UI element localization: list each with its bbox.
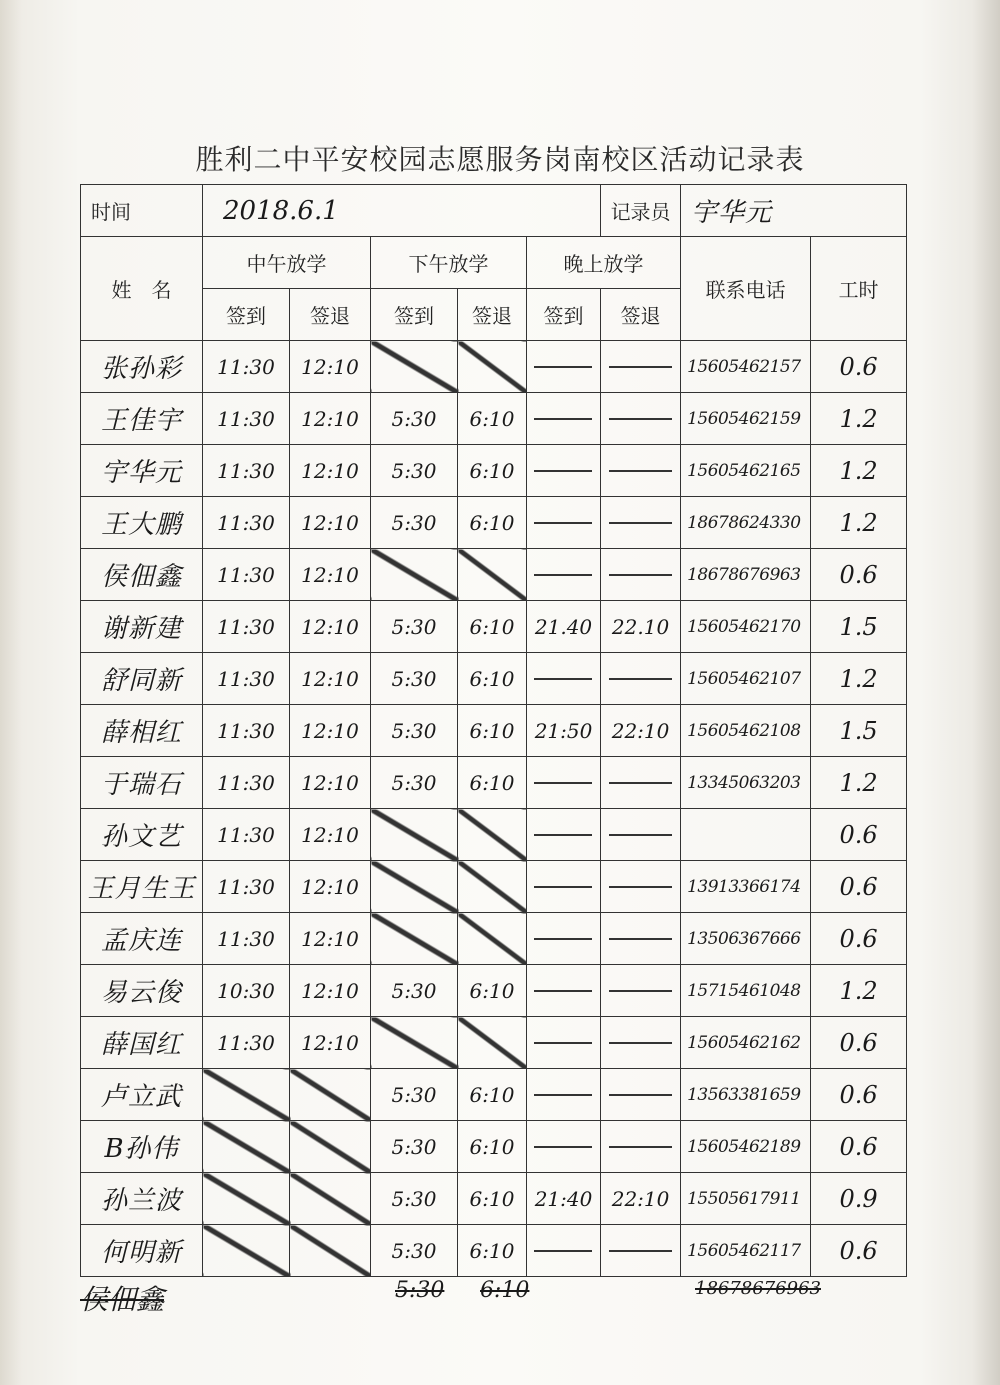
noon-sign-out: 12:10 <box>290 653 371 705</box>
paper-edge-shadow-right <box>972 0 1000 1385</box>
noon-sign-out: 12:10 <box>290 757 371 809</box>
afternoon-sign-in <box>371 809 458 861</box>
noon-sign-in-header: 签到 <box>203 289 290 341</box>
name-cell: 宇华元 <box>81 445 203 497</box>
hours-cell: 0.9 <box>811 1173 907 1225</box>
evening-sign-in <box>527 653 601 705</box>
afternoon-sign-out <box>458 913 527 965</box>
name-cell: B孙伟 <box>81 1121 203 1173</box>
noon-sign-out: 12:10 <box>290 1017 371 1069</box>
noon-sign-out <box>290 1121 371 1173</box>
hours-cell: 0.6 <box>811 1121 907 1173</box>
hours-cell: 0.6 <box>811 809 907 861</box>
name-cell: 王大鹏 <box>81 497 203 549</box>
hours-cell: 1.2 <box>811 445 907 497</box>
hours-cell: 0.6 <box>811 1069 907 1121</box>
noon-sign-out: 12:10 <box>290 809 371 861</box>
table-row <box>81 341 907 393</box>
evening-sign-in <box>527 757 601 809</box>
noon-sign-in: 11:30 <box>203 497 290 549</box>
name-cell: 孟庆连 <box>81 913 203 965</box>
phone-cell: 13506367666 <box>681 913 811 965</box>
afternoon-sign-in: 5:30 <box>371 757 458 809</box>
struck-name: 侯佃鑫 <box>80 1283 165 1316</box>
table-row <box>81 445 907 497</box>
evening-header: 晚上放学 <box>527 237 681 289</box>
paper-edge-shadow-left <box>0 0 22 1385</box>
evening-sign-in <box>527 1069 601 1121</box>
table-row <box>81 549 907 601</box>
phone-cell: 15505617911 <box>681 1173 811 1225</box>
recorder-label: 记录员 <box>601 185 681 237</box>
evening-sign-in <box>527 497 601 549</box>
noon-sign-in <box>203 1173 290 1225</box>
noon-header: 中午放学 <box>203 237 371 289</box>
phone-cell: 15715461048 <box>681 965 811 1017</box>
name-cell: 薛相红 <box>81 705 203 757</box>
noon-sign-in: 11:30 <box>203 913 290 965</box>
evening-sign-out <box>601 341 681 393</box>
afternoon-sign-out <box>458 1017 527 1069</box>
phone-cell: 15605462108 <box>681 705 811 757</box>
evening-sign-in <box>527 549 601 601</box>
evening-sign-out <box>601 861 681 913</box>
phone-cell: 15605462162 <box>681 1017 811 1069</box>
afternoon-sign-in: 5:30 <box>371 393 458 445</box>
noon-sign-in: 11:30 <box>203 809 290 861</box>
name-cell: 卢立武 <box>81 1069 203 1121</box>
afternoon-sign-in: 5:30 <box>371 601 458 653</box>
evening-sign-in <box>527 965 601 1017</box>
evening-sign-in <box>527 809 601 861</box>
afternoon-sign-in <box>371 861 458 913</box>
evening-sign-out <box>601 1121 681 1173</box>
evening-sign-out <box>601 809 681 861</box>
noon-sign-out: 12:10 <box>290 393 371 445</box>
table-row <box>81 705 907 757</box>
afternoon-sign-in: 5:30 <box>371 653 458 705</box>
header-time-row <box>81 185 907 237</box>
evening-sign-in <box>527 1121 601 1173</box>
afternoon-sign-in <box>371 549 458 601</box>
noon-sign-out: 12:10 <box>290 601 371 653</box>
evening-sign-in: 21.40 <box>527 601 601 653</box>
noon-sign-in: 11:30 <box>203 549 290 601</box>
activity-record-table <box>80 184 907 1277</box>
phone-cell: 18678676963 <box>681 549 811 601</box>
name-cell: 舒同新 <box>81 653 203 705</box>
afternoon-sign-in: 5:30 <box>371 1173 458 1225</box>
evening-sign-out <box>601 653 681 705</box>
afternoon-sign-out: 6:10 <box>458 965 527 1017</box>
evening-sign-out <box>601 549 681 601</box>
hours-cell: 0.6 <box>811 1225 907 1277</box>
name-cell: 孙文艺 <box>81 809 203 861</box>
phone-cell: 15605462157 <box>681 341 811 393</box>
table-row <box>81 965 907 1017</box>
noon-sign-in: 11:30 <box>203 1017 290 1069</box>
afternoon-sign-out: 6:10 <box>458 497 527 549</box>
hours-cell: 1.5 <box>811 705 907 757</box>
table-row <box>81 861 907 913</box>
evening-sign-out <box>601 913 681 965</box>
hours-cell: 1.2 <box>811 965 907 1017</box>
phone-cell: 15605462117 <box>681 1225 811 1277</box>
afternoon-sign-in: 5:30 <box>371 1069 458 1121</box>
name-cell: 于瑞石 <box>81 757 203 809</box>
hours-cell: 1.2 <box>811 653 907 705</box>
afternoon-sign-in <box>371 1017 458 1069</box>
noon-sign-out: 12:10 <box>290 341 371 393</box>
phone-cell: 13913366174 <box>681 861 811 913</box>
evening-sign-out: 22:10 <box>601 705 681 757</box>
phone-cell <box>681 809 811 861</box>
evening-sign-in <box>527 861 601 913</box>
noon-sign-out: 12:10 <box>290 445 371 497</box>
hours-cell: 0.6 <box>811 341 907 393</box>
noon-sign-out: 12:10 <box>290 861 371 913</box>
noon-sign-out <box>290 1173 371 1225</box>
noon-sign-out-header: 签退 <box>290 289 371 341</box>
hours-cell: 0.6 <box>811 1017 907 1069</box>
noon-sign-out: 12:10 <box>290 705 371 757</box>
phone-column-header: 联系电话 <box>681 237 811 341</box>
afternoon-sign-out: 6:10 <box>458 1121 527 1173</box>
hours-cell: 0.6 <box>811 549 907 601</box>
phone-cell: 15605462189 <box>681 1121 811 1173</box>
hours-cell: 0.6 <box>811 913 907 965</box>
header-session-row <box>81 237 907 289</box>
evening-sign-out <box>601 445 681 497</box>
table-row <box>81 809 907 861</box>
afternoon-sign-out <box>458 341 527 393</box>
time-value: 2018.6.1 <box>203 185 601 237</box>
afternoon-sign-out: 6:10 <box>458 705 527 757</box>
afternoon-sign-in: 5:30 <box>371 705 458 757</box>
name-cell: 何明新 <box>81 1225 203 1277</box>
name-cell: 谢新建 <box>81 601 203 653</box>
afternoon-sign-out: 6:10 <box>458 757 527 809</box>
table-row <box>81 601 907 653</box>
noon-sign-in: 11:30 <box>203 393 290 445</box>
phone-cell: 15605462165 <box>681 445 811 497</box>
name-cell: 孙兰波 <box>81 1173 203 1225</box>
noon-sign-in: 11:30 <box>203 861 290 913</box>
evening-sign-in: 21:40 <box>527 1173 601 1225</box>
hours-column-header: 工时 <box>811 237 907 341</box>
evening-sign-out <box>601 393 681 445</box>
phone-cell: 13345063203 <box>681 757 811 809</box>
noon-sign-in: 11:30 <box>203 445 290 497</box>
hours-cell: 1.2 <box>811 393 907 445</box>
afternoon-sign-out <box>458 549 527 601</box>
struck-phone: 18678676963 <box>695 1278 821 1299</box>
phone-cell: 15605462107 <box>681 653 811 705</box>
table-row <box>81 1225 907 1277</box>
afternoon-sign-out: 6:10 <box>458 393 527 445</box>
noon-sign-in <box>203 1121 290 1173</box>
table-row <box>81 1173 907 1225</box>
table-row <box>81 757 907 809</box>
noon-sign-in: 11:30 <box>203 341 290 393</box>
noon-sign-in: 11:30 <box>203 653 290 705</box>
hours-cell: 1.2 <box>811 497 907 549</box>
noon-sign-out: 12:10 <box>290 549 371 601</box>
noon-sign-in: 11:30 <box>203 705 290 757</box>
afternoon-sign-in: 5:30 <box>371 1121 458 1173</box>
afternoon-sign-out: 6:10 <box>458 601 527 653</box>
evening-sign-out-header: 签退 <box>601 289 681 341</box>
name-cell: 张孙彩 <box>81 341 203 393</box>
name-cell: 王佳宇 <box>81 393 203 445</box>
noon-sign-in: 11:30 <box>203 757 290 809</box>
evening-sign-out <box>601 1017 681 1069</box>
afternoon-sign-in: 5:30 <box>371 965 458 1017</box>
evening-sign-out <box>601 965 681 1017</box>
evening-sign-in <box>527 913 601 965</box>
evening-sign-out <box>601 1069 681 1121</box>
noon-sign-in: 11:30 <box>203 601 290 653</box>
noon-sign-out: 12:10 <box>290 965 371 1017</box>
afternoon-sign-out: 6:10 <box>458 653 527 705</box>
afternoon-sign-out: 6:10 <box>458 1069 527 1121</box>
name-cell: 薛国红 <box>81 1017 203 1069</box>
phone-cell: 13563381659 <box>681 1069 811 1121</box>
evening-sign-out: 22:10 <box>601 1173 681 1225</box>
evening-sign-out <box>601 757 681 809</box>
afternoon-sign-in <box>371 913 458 965</box>
hours-cell: 1.5 <box>811 601 907 653</box>
phone-cell: 15605462170 <box>681 601 811 653</box>
table-row <box>81 497 907 549</box>
name-column-header: 姓 名 <box>81 237 203 341</box>
noon-sign-in: 10:30 <box>203 965 290 1017</box>
afternoon-sign-out <box>458 861 527 913</box>
phone-cell: 15605462159 <box>681 393 811 445</box>
evening-sign-in <box>527 445 601 497</box>
evening-sign-in <box>527 393 601 445</box>
noon-sign-out <box>290 1069 371 1121</box>
struck-afternoon-sign-out: 6:10 <box>480 1278 530 1303</box>
afternoon-sign-in <box>371 341 458 393</box>
afternoon-sign-in-header: 签到 <box>371 289 458 341</box>
evening-sign-in <box>527 341 601 393</box>
evening-sign-out: 22.10 <box>601 601 681 653</box>
name-cell: 易云俊 <box>81 965 203 1017</box>
recorder-value: 宇华元 <box>681 185 907 237</box>
afternoon-sign-out-header: 签退 <box>458 289 527 341</box>
afternoon-sign-out: 6:10 <box>458 1225 527 1277</box>
table-row <box>81 1121 907 1173</box>
evening-sign-out <box>601 1225 681 1277</box>
afternoon-sign-out: 6:10 <box>458 1173 527 1225</box>
evening-sign-out <box>601 497 681 549</box>
noon-sign-in <box>203 1069 290 1121</box>
afternoon-sign-in: 5:30 <box>371 497 458 549</box>
hours-cell: 1.2 <box>811 757 907 809</box>
afternoon-sign-out <box>458 809 527 861</box>
name-cell: 侯佃鑫 <box>81 549 203 601</box>
noon-sign-out: 12:10 <box>290 913 371 965</box>
table-row <box>81 653 907 705</box>
afternoon-sign-out: 6:10 <box>458 445 527 497</box>
time-label: 时间 <box>81 185 203 237</box>
afternoon-sign-in: 5:30 <box>371 445 458 497</box>
table-row <box>81 1017 907 1069</box>
table-row <box>81 393 907 445</box>
evening-sign-in <box>527 1017 601 1069</box>
noon-sign-out: 12:10 <box>290 497 371 549</box>
phone-cell: 18678624330 <box>681 497 811 549</box>
noon-sign-out <box>290 1225 371 1277</box>
afternoon-header: 下午放学 <box>371 237 527 289</box>
afternoon-sign-in: 5:30 <box>371 1225 458 1277</box>
form-title: 胜利二中平安校园志愿服务岗南校区活动记录表 <box>195 143 805 176</box>
table-row <box>81 1069 907 1121</box>
evening-sign-in-header: 签到 <box>527 289 601 341</box>
table-row <box>81 913 907 965</box>
noon-sign-in <box>203 1225 290 1277</box>
struck-afternoon-sign-in: 5:30 <box>395 1278 445 1303</box>
evening-sign-in: 21:50 <box>527 705 601 757</box>
hours-cell: 0.6 <box>811 861 907 913</box>
name-cell: 王月生王 <box>81 861 203 913</box>
evening-sign-in <box>527 1225 601 1277</box>
